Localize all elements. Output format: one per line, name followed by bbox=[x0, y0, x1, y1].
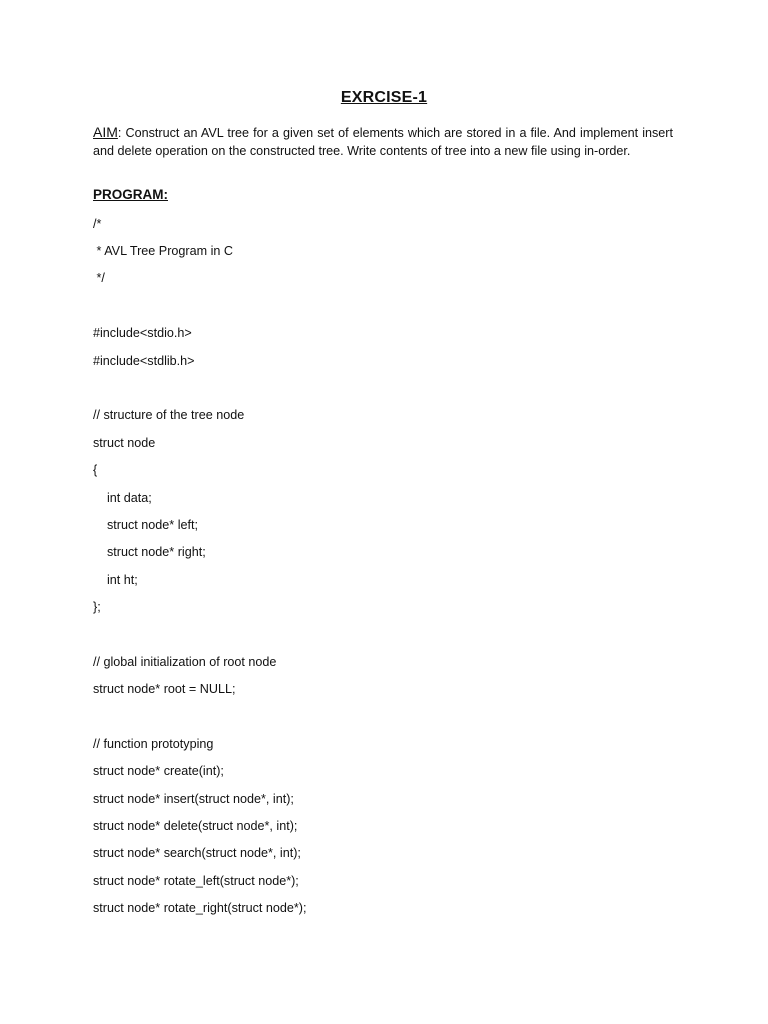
code-line: // global initialization of root node bbox=[93, 655, 277, 669]
code-line: #include<stdlib.h> bbox=[93, 354, 195, 368]
code-line: struct node* insert(struct node*, int); bbox=[93, 792, 294, 806]
code-line: struct node* right; bbox=[93, 545, 206, 559]
code-line: struct node* root = NULL; bbox=[93, 682, 236, 696]
exercise-title: EXRCISE-1 bbox=[340, 89, 428, 106]
code-line: #include<stdio.h> bbox=[93, 326, 192, 340]
code-line: struct node* left; bbox=[93, 518, 198, 532]
aim-label: AIM bbox=[93, 124, 118, 140]
code-line: }; bbox=[93, 600, 101, 614]
code-line: struct node* rotate_left(struct node*); bbox=[93, 874, 299, 888]
code-line: // function prototyping bbox=[93, 737, 214, 751]
code-line: // structure of the tree node bbox=[93, 408, 245, 422]
aim-paragraph bbox=[93, 123, 673, 160]
code-line: struct node* rotate_right(struct node*); bbox=[93, 901, 307, 915]
code-line: int data; bbox=[93, 491, 152, 505]
program-heading: PROGRAM: bbox=[93, 187, 168, 202]
code-line: /* bbox=[93, 217, 102, 231]
code-line: * AVL Tree Program in C bbox=[93, 244, 233, 258]
aim-text: : Construct an AVL tree for a given set of elements which are stored in a file. And implement insert and delete operation on the constructed tree. Write contents of tree into a new file using in-order. bbox=[93, 126, 673, 158]
code-line: struct node* delete(struct node*, int); bbox=[93, 819, 298, 833]
code-line: struct node* create(int); bbox=[93, 764, 224, 778]
code-line: { bbox=[93, 463, 98, 477]
code-line: struct node* search(struct node*, int); bbox=[93, 846, 301, 860]
code-line: struct node bbox=[93, 436, 156, 450]
code-line: */ bbox=[93, 271, 105, 285]
code-line: int ht; bbox=[93, 573, 138, 587]
